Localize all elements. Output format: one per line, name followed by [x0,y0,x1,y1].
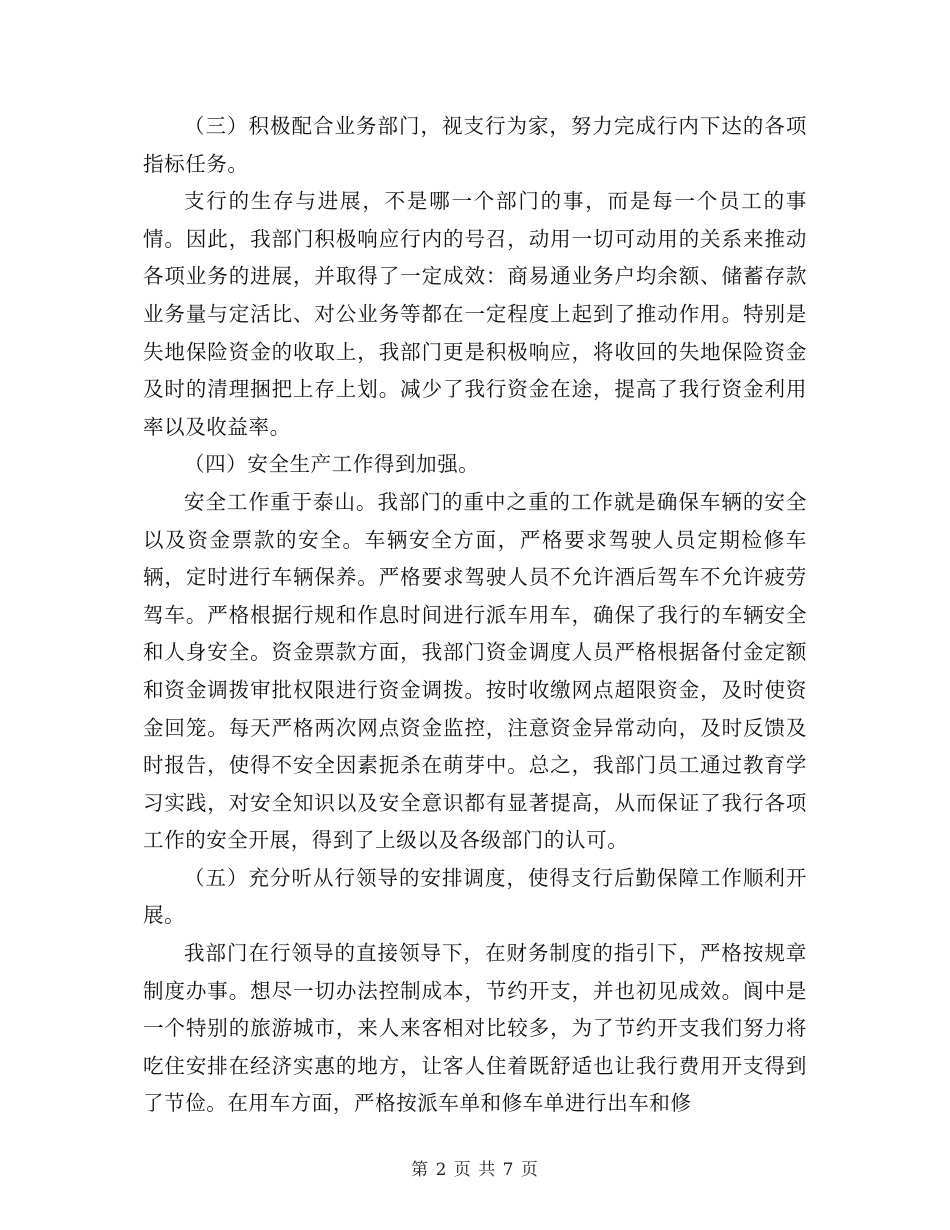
paragraph-section-5-body: 我部门在行领导的直接领导下，在财务制度的指引下，严格按规章制度办事。想尽一切办法控制成本，节约开支，并也初见成效。阆中是一个特别的旅游城市，来人来客相对比较多，为了节约开支我们努力将吃住安排在经济实惠的地方，让客人住着既舒适也让我行费用开支得到了节俭。在用车方面，严格按派车单和修车单进行出车和修 [143,941,807,1116]
paragraph-section-4-heading: （四）安全生产工作得到加强。 [184,452,480,477]
document-body [143,108,807,1123]
paragraph-section-3-body: 支行的生存与进展，不是哪一个部门的事，而是每一个员工的事情。因此，我部门积极响应行内的号召，动用一切可动用的关系来推动各项业务的进展，并取得了一定成效：商易通业务户均余额、储蓄存款业务量与定活比、对公业务等都在一定程度上起到了推动作用。特别是失地保险资金的收取上，我部门更是积极响应，将收回的失地保险资金及时的清理捆把上存上划。减少了我行资金在途，提高了我行资金利用率以及收益率。 [143,189,807,439]
paragraph-section-5-heading: （五）充分听从行领导的安排调度，使得支行后勤保障工作顺利开展。 [143,865,807,928]
page-number-footer: 第 2 页 共 7 页 [411,1160,539,1180]
paragraph-section-3-heading: （三）积极配合业务部门，视支行为家，努力完成行内下达的各项指标任务。 [143,114,807,176]
paragraph-section-4-body: 安全工作重于泰山。我部门的重中之重的工作就是确保车辆的安全以及资金票款的安全。车辆安全方面，严格要求驾驶人员定期检修车辆，定时进行车辆保养。严格要求驾驶人员不允许酒后驾车不允许疲劳驾车。严格根据行规和作息时间进行派车用车，确保了我行的车辆安全和人身安全。资金票款方面，我部门资金调度人员严格根据备付金定额和资金调拨审批权限进行资金调拨。按时收缴网点超限资金，及时使资金回笼。每天严格两次网点资金监控，注意资金异常动向，及时反馈及时报告，使得不安全因素扼杀在萌芽中。总之，我部门员工通过教育学习实践，对安全知识以及安全意识都有显著提高，从而保证了我行各项工作的安全开展，得到了上级以及各级部门的认可。 [143,489,807,853]
